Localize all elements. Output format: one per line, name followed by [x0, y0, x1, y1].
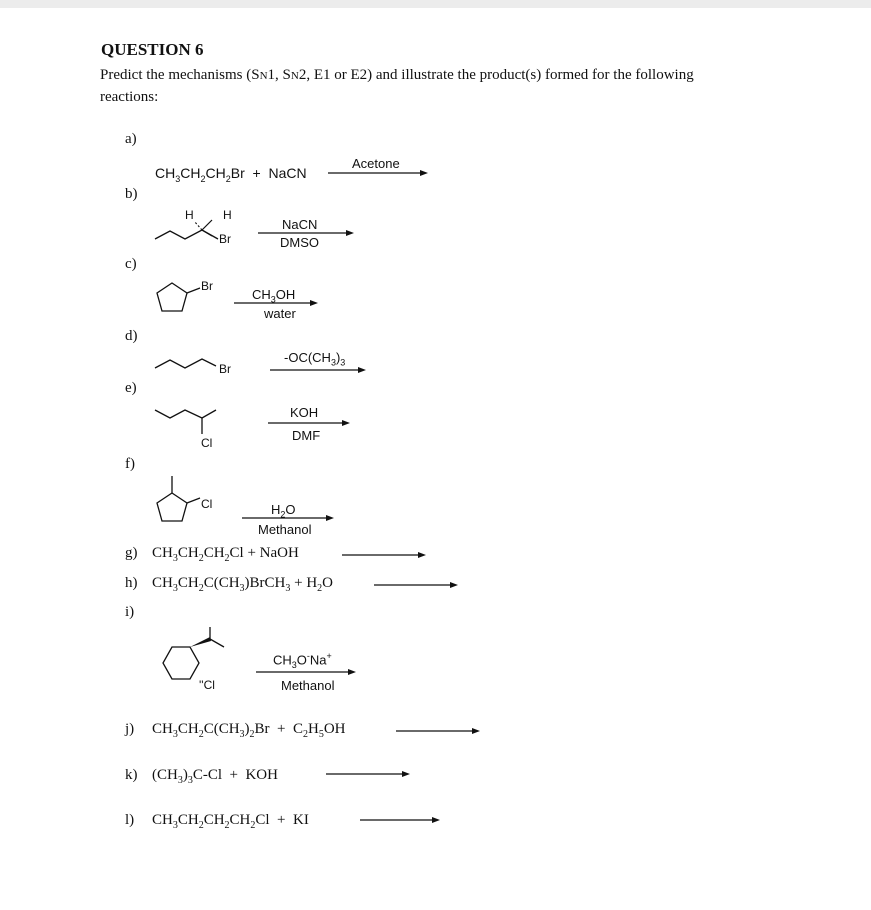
reaction-c-reagent-top: $CH_3OH$ [252, 287, 296, 305]
label-i: i) [125, 604, 135, 620]
reaction-d-arrow [270, 366, 366, 374]
question-title: QUESTION 6 [101, 40, 204, 59]
reaction-f-reagent-top: $H_2O$ [271, 502, 296, 520]
label-k: k) [125, 767, 138, 783]
reaction-e-arrow [268, 419, 350, 427]
reaction-g-equation: $CH_3CH_2CH_2Cl$ + NaOH [152, 545, 299, 564]
label-c: c) [125, 256, 137, 272]
structure-e [150, 400, 240, 445]
reaction-a-arrow [328, 169, 428, 177]
reaction-l-equation: $CH_3CH_2CH_2CH_2Cl$ + KI [152, 812, 309, 831]
reaction-h-equation: $CH_3CH_2C(CH_3)BrCH_3 + H_2O$ [152, 575, 334, 594]
reaction-i-reagent-top: $CH_3O^-Na^+$ [273, 651, 332, 670]
reaction-i-reagent-bottom: Methanol [281, 678, 335, 693]
atom-b-br: Br [219, 232, 231, 246]
atom-i-cl: ''Cl [199, 678, 215, 692]
reaction-c-reagent-bottom: water [264, 306, 296, 321]
atom-c-br: Br [201, 279, 213, 293]
atom-d-br: Br [219, 362, 231, 376]
reaction-j-arrow [396, 727, 480, 735]
reaction-d-reagent-top: $-OC(CH_3)_3$ [284, 350, 346, 368]
instruction-line-1: Predict the mechanisms (SN1, SN2, E1 or E2) and illustrate the product(s) formed for the following [100, 67, 694, 83]
reaction-e-reagent-top: KOH [290, 405, 319, 420]
reaction-i-arrow [256, 668, 356, 676]
reaction-a-reactants: $CH_3CH_2CH_2Br$ + NaCN [155, 165, 307, 184]
reaction-k-arrow [326, 770, 410, 778]
label-d: d) [125, 328, 138, 344]
label-f: f) [125, 456, 135, 472]
reaction-b-reagent-bottom: DMSO [280, 235, 319, 250]
reaction-j-equation: $CH_3CH_2C(CH_3)_2Br + C_2H_5OH$ [152, 721, 346, 740]
atom-b-h2: H [223, 208, 232, 222]
atom-b-h1: H [185, 208, 194, 222]
reaction-k-equation: $(CH_3)_3C-Cl$ + KOH [152, 767, 278, 786]
label-a: a) [125, 131, 137, 147]
label-g: g) [125, 545, 138, 561]
reaction-b-reagent-top: NaCN [282, 217, 318, 232]
label-l: l) [125, 812, 135, 828]
atom-e-cl: Cl [201, 436, 213, 450]
structure-i [150, 625, 230, 695]
label-h: h) [125, 575, 138, 591]
reaction-l-arrow [360, 816, 440, 824]
instruction-line-2: reactions: [100, 89, 159, 105]
label-j: j) [125, 721, 135, 737]
reaction-a-reagent: Acetone [352, 156, 400, 171]
reaction-f-reagent-bottom: Methanol [258, 522, 312, 537]
top-bar [0, 0, 871, 8]
reaction-h-arrow [374, 581, 458, 589]
label-e: e) [125, 380, 137, 396]
reaction-e-reagent-bottom: DMF [292, 428, 321, 443]
label-b: b) [125, 186, 138, 202]
structure-d [150, 350, 230, 380]
reaction-g-arrow [342, 551, 426, 559]
reaction-f-arrow [242, 514, 334, 522]
atom-f-cl: Cl [201, 497, 213, 511]
